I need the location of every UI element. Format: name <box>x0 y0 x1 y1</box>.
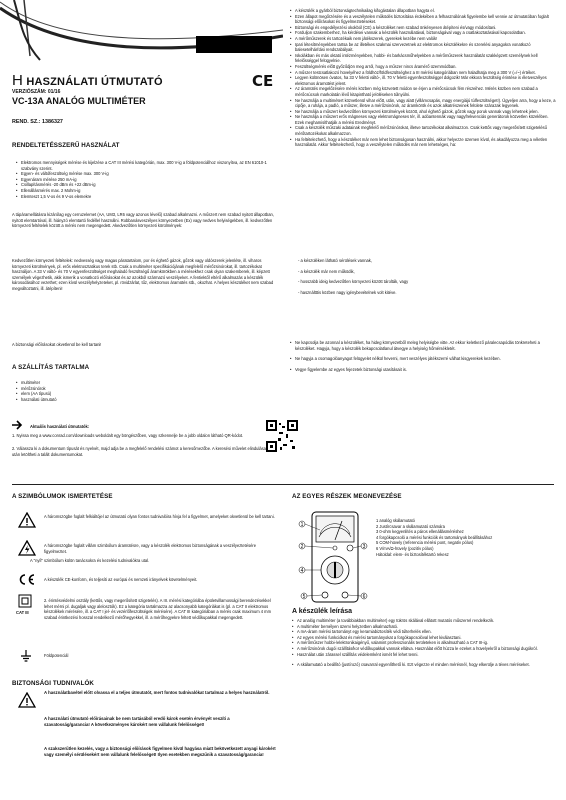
version-number: VERZIÓSZÁM: 01/16 <box>12 89 61 95</box>
list-item: • Ne hagyja a csomagolóanyagot felügyelet nélkül heverni, mert veszélyes játékszerré válhat kisgyerekek kezében. <box>290 356 558 362</box>
list-item: • Forduljon szakemberhez, ha kérdései vannak a készülék használatával, biztonságával vagy a csatlakoztatásával kapcsolatban. <box>290 30 558 36</box>
dash-item: - a készüléken látható sérülések vannak, <box>298 258 372 263</box>
list-item: • Ezen állapot megőrzésére és a veszélytelen működés biztosítása érdekében a felhasználónak figyelembe kell vennie az útmutatóban foglalt biztonsági előírásokat és figyelmeztetéseket. <box>290 14 558 25</box>
szallitas-list <box>16 380 216 402</box>
marker-2: 2 <box>300 543 304 550</box>
dash-item: - a készülék már nem működik, <box>298 268 355 274</box>
list-item: • Ellenállásmérés max. 2 Mohm-ig <box>16 188 276 194</box>
symbol-desc-ce: A készülék CE-konform, és teljesíti az európai és nemzeti irányelvek követelményeit. <box>44 577 198 582</box>
symbol-desc-cat: 2. érintésvédelmi osztály (kettős, vagy megerősített szigetelés). A III. mérési kategóriába épületvillamossági berendezésekkel lehet mérni pl. dugaljak vagy alelosztók). Ez a kategória tartalmazza az alacsonyabb kategóriákat is (pl. a CAT II elektromos készülékek mérésére, ill. a CAT I jel- és vezérlőfeszültségek mérésére). A CAT III kategóriában a mérés csak maximum 4 mm szabad érintkezési hosszal rendelkező mérőhegyekkel, ill. a mérőhegyekre feltett védőkupakkal megengedett. <box>44 598 271 620</box>
list-item: • Biztonsági és engedélyezési okokból (CE) a készüléket nem szabad önkényesen átépíteni és/vagy módosítani. <box>290 25 558 31</box>
legend-item: 4 forgókapcsoló a mérési funkciók és tartományok beállításához <box>376 534 493 540</box>
list-item: • Ne kapcsolja be azonnal a készüléket, ha hideg környezetből meleg helyiségbe vitte. Az ekkor keletkező páralecsapódás tönkreteheti a készüléket. Hagyja, hogy a készülék bekapcsolatlanul átvegye a helyiség hőmérsékletét. <box>290 340 558 351</box>
list-item: • Ne használja a multimétert közvetlenül vihar előtt, után, vagy alatt (villámcsapás, magy energiájú túlfeszültséget!). Ügyeljen arra, hogy a keze, a cipője, a ruhája, a padló, a műszer, illetve a mérőzsinórok, az áramkörök és azok alkatrészeinek felülete szárazak legyenek. <box>290 98 558 109</box>
list-item: • Ne használja a műszert erős mágneses vagy elektromágneses tér, ill. adóantennák vagy nagyfrekvenciás generátorok közvetlen közelében. Ezek meghamisíthatják a mérési Eredményt. <box>290 114 558 125</box>
legend-item: 6 V/mA/Ω-hüvely (pozitív pólus) <box>376 545 434 551</box>
rendeltetes-paragraph-2: Kedvezőtlen környezeti feltételek: nedvesség vagy magas páratartalom, por és éghető gázok, gőzök vagy oldószerek jelenléte, ill. viharos környezeti körülmények, pl. erős elektrosztatikus terek stb. Csak a multiméter specifikációjának megfelelő mérőzsinórokat, ill. tartozékokat használjon. A 33 V váltó- és 70 V egyenfeszültséget meghaladó feszültségű áramkörökben a mérésekhez csak olyan szakemberek, ill. képzett személyek végezhetik, akik ismerik a vonatkozó előírásokat és az azokból származó veszélyeket. A fentiektől eltérő alkalmazás a készülék károsodásához vezethet; ezen kívül veszélyhelyzeteket, pl. rövidzárlat, tűz, elektromos áramütés stb., okozhat. A helyes készüléket nem szabad megváltoztatni, ill. átépíteni! <box>12 258 274 291</box>
legend-item: 1 analóg skálamutató <box>376 518 415 523</box>
marker-3: 3 <box>362 543 366 550</box>
arrow-icon <box>12 420 24 430</box>
header-swoosh-graphic <box>0 0 283 68</box>
legend-item: Hátoldal: elem- és biztosítéktartó rekesz <box>376 551 449 557</box>
list-item: • Legyen különösen óvatos, ha 33 V feletti váltó-, ill. 70 V feletti egyenfeszültséggel dolgozik! Már ekkora feszültség érintése is életveszélyes elektromos áramütést jelent. <box>290 75 558 86</box>
multimeter-diagram <box>298 510 368 605</box>
list-item: • Iskolákban és más oktató intézményekben, hobbi- és barkácsműhelyekben a mérőműszerek használatát szakképzett személynek kell felelősséggel felügyelnie. <box>290 53 558 64</box>
order-number: REND. SZ.: 1386327 <box>12 119 63 125</box>
header-black-bar <box>196 36 272 53</box>
list-item: • Vegye figyelembe az egyes fejezetek biztonsági utasításait is. <box>290 367 558 373</box>
double-insulation-icon <box>18 594 32 608</box>
section-heading-szallitas: A SZÁLLÍTÁS TARTALMA <box>12 364 90 371</box>
title-rest: HASZNÁLATI ÚTMUTATÓ <box>26 76 163 88</box>
list-item: • használati útmutató <box>16 397 216 403</box>
list-item: • Ipari létesítményekben tartsa be az illetékes szakmai szervezetnek az elektromos készülékekre és szerelési anyagokra vonatkozó balesetelhárítási rendszabályait. <box>290 42 558 53</box>
symbol-desc-arrow: A "nyíl" szimbólum külön tanácsokra és kezelési tudnivalókra utal. <box>30 558 150 563</box>
section-heading-rendeltetes: RENDELTETÉSSZERŰ HASZNÁLAT <box>12 142 120 149</box>
list-item: • A műszer testcsatlakozó hüvelyéhez a földhöz/földfeszültséghez a III mérési kategóriában nem haladhatja meg a 300 V (=/~) értéket. <box>290 70 558 76</box>
cat-iii-label: CAT III <box>16 610 29 615</box>
section-heading-reszek: AZ EGYES RÉSZEK MEGNEVEZÉSE <box>292 493 402 500</box>
list-item: • A mA-áram mérési tartományt egy keramiabiztosíték védi túlterhelés ellen. <box>292 629 558 635</box>
list-item: • mérőzsinórok <box>16 386 216 392</box>
safety-note-1: A használatbavétel előtt olvassa el a teljes útmutatót, mert fontos tudnivalókat tartalmaz a helyes használatról. <box>44 690 270 695</box>
list-item: • Csak a készülék műszaki adatainak megfelelő mérőzsinórokat, illetve tartozékokat alkalmazzon. Csak kettős vagy megerősített szigetelésű mérőtartozékokat alkalmazzon. <box>290 125 558 136</box>
manual-title <box>12 72 163 89</box>
ce-mark-icon: CE <box>252 72 274 90</box>
legend-item: 3 0-ohm kegyenlítés a páros ellenállásméréshez <box>376 529 464 535</box>
list-item: • Ha feltételezhető, hogy a készüléket már nem lehet biztonságosan használni, akkor helyezze üzemen kívül, és akadályozza meg a véletlen használatát. Akkor feltételezhető, hogy a veszélytelen működés már nem lehetséges, ha: <box>290 137 558 148</box>
list-item: • A skálamutató a beállító (justírozó) csavarral egyenlíthető ki. Ezt végezze el minden mérésnél, hogy elkerülje a téves méréseket. <box>292 662 558 668</box>
list-item: • A készülék a gyárból biztonságtechnikailag kifogástalan állapotban hagyta el. <box>290 8 558 14</box>
marker-1: 1 <box>300 521 304 528</box>
list-item: • Egyenáram mérése 250 mA-ig <box>16 177 276 183</box>
list-item: • A mérőműszerek és tartozékaik nem játékszerek, gyerekek kezébe nem valók! <box>290 36 558 42</box>
list-item: • elem (AA típusú) <box>16 391 216 397</box>
legend-item: 2 Justírcsavar a skálamutató számára <box>376 523 445 529</box>
list-item: • A mérőzsinórok dugói szállítás/kor védőkupakkal vannak ellátva. Használat előtt húzza le ezeket a hüvelyekről a biztonsági dugókról. <box>292 646 558 652</box>
aktualis-step-2: 2. Válassza ki a dokumentum típusát és nyelvét, majd adja be a megfelelő rendelési számot a keresőmezőbe. A keresési művelet elindulása után letöltheti a talált dokumentumokat. <box>12 446 266 457</box>
safety-note-2: A használati útmutató előírásainak be nem tartásából eredő károk esetén érvényét veszíti a szavatosság/garancia! A következményes károkért nem vállalunk felelősséget! <box>44 716 230 727</box>
list-item: • multiméter <box>16 380 216 386</box>
list-item: • Az analóg multiméter (a továbbiakban multiméter) egy tükrös skálával ellátott mutatós műszerrel rendelkezik. <box>292 618 558 624</box>
list-item: • A multiméter bemélyen üzemi helyzetben alkalmazható. <box>292 624 558 630</box>
ground-icon <box>20 650 32 662</box>
section-heading-symbols: A SZIMBÓLUMOK ISMERTETÉSE <box>12 493 113 500</box>
rendeltetes-paragraph-1: A tápáramellátásra kizárólag egy cerruzelemet (AA, UM3, LR6 vagy azonos lévelű) szabad alkalmazni. A műszert nem szabad nyitott állapotban, nyitott elemtartóval, ill. hiányzó elemtartó fedéllel használni. Robbanásveszélyes környezetben (Ex) vagy nedves helyiségekben, ill. kedvezőtlen környezeti feltételek között a mérés nem megengedett. Akedvezőtlen környezeti körülmények: <box>12 212 274 229</box>
list-item: • Ne használja a műszert kedvezőtlen környezeti körülmények között, ahol éghető gázok, gőzök vagy poruk vannak vagy lehetnek jelen. <box>290 109 558 115</box>
list-item: • Egyen- és váltófeszültség mérése max. 300 V-ig <box>16 171 276 177</box>
marker-4: 4 <box>300 567 304 574</box>
dash-list <box>298 258 548 295</box>
list-item: • Csillapításmérés -20 dBm és +22 dBm-ig <box>16 182 276 188</box>
list-item: • Használat után zárassel szállítás védelemként ismét fel lehet tenni. <box>292 652 558 658</box>
safety-list-2 <box>290 340 558 372</box>
dash-item: - használtttis közben nagy igénybevételnek volt kitéve. <box>298 289 397 295</box>
marker-5: 5 <box>302 593 306 600</box>
keszulek-list <box>292 618 558 668</box>
section-heading-biztonsagi: BIZTONSÁGI TUDNIVALÓK <box>12 680 94 687</box>
list-item: • Elektromos mennyiségek mérése és kijelzése a CAT III mérési kategórián, max. 300 V-ig a földpotenciálhoz viszonyítva, az EN 61010-1 szabvány szerint. <box>16 160 276 171</box>
section-divider <box>12 484 554 485</box>
symbol-desc-warning: A háromszögbe foglalt felkiáltójel az útmutató olyan fontos tudnivalóira hívja fel a figyelmet, amelyeket okvetlenül be kell tartani. <box>44 514 275 519</box>
list-item: • Az áramütés megelőzésére mérés közben még közvetett módon se érjen a mérőcsúcsok fém részeihez. Mérés közben nem szabad a mérőcsúcsok markolatán lévő kitapintható jelöléseken túlnyúlni. <box>290 86 558 97</box>
warning-exclamation-icon <box>18 512 36 528</box>
list-item: • Elemteszt 1,5 V-os és 9 V-os elemekre <box>16 194 276 200</box>
warning-exclamation-icon <box>18 692 36 708</box>
symbol-desc-ground: Földpotenciál <box>44 653 69 658</box>
title-letter: H <box>12 72 24 89</box>
parts-legend <box>376 518 556 557</box>
lightning-warning-icon <box>18 540 36 556</box>
rendeltetes-list <box>16 160 276 199</box>
list-item: • Az egyes mérési funkciókat és mérési tartományokat a forgókapcsolóval lehet kiválasztani. <box>292 635 558 641</box>
section-heading-keszulek: A készülék leírása <box>292 608 353 615</box>
symbol-desc-lightning: A háromszögbe foglalt villám szimbólum áramütésre, vagy a készülék elektromos biztonságának a veszélyeztetésére figyelmeztet. <box>44 543 257 554</box>
dash-item: - hosszabb ideig kedvezőtlen környezeti között tárolták, vagy <box>298 279 409 285</box>
legend-item: 5 COM-hüvely (referencia mérési pont, negatív pólus) <box>376 540 474 546</box>
qr-code-icon <box>266 420 298 452</box>
list-item: • Feszültségmérés előtt győződjön meg arról, hogy a műszer nincs áramérő üzemmódban. <box>290 64 558 70</box>
safety-list <box>290 8 558 148</box>
aktualis-step-1: 1. Nyissa meg a www.conrad.com/downloads weboldalt egy böngészőben, vagy szkennelje be a jobb oldalon látható QR-kódot. <box>12 433 244 438</box>
aktualis-heading: Aktuális használati útmutatók: <box>30 424 90 429</box>
ce-symbol-icon <box>18 574 36 585</box>
product-title: VC-13A ANALÓG MULTIMÉTER <box>12 96 146 106</box>
safety-note-3: A szakszerűtlen kezelés, vagy a biztonsági előírások figyelmen kívül hagyása miatt bekövetkezett anyagi károkért vagy személyi sérülésekért nem vállalunk felelősséget! Ilyen esetekben megszűnik a szavatosság/garancia! <box>44 746 276 757</box>
list-item: • A mérőműszer hobbi-/elektronikaigényű, valamint professzionális területeken is alkalmazható a CAT III-ig. <box>292 640 558 646</box>
rendeltetes-paragraph-3: A biztonsági előírásokat okvetlenül be kell tartani! <box>12 342 102 347</box>
marker-6: 6 <box>362 593 366 600</box>
